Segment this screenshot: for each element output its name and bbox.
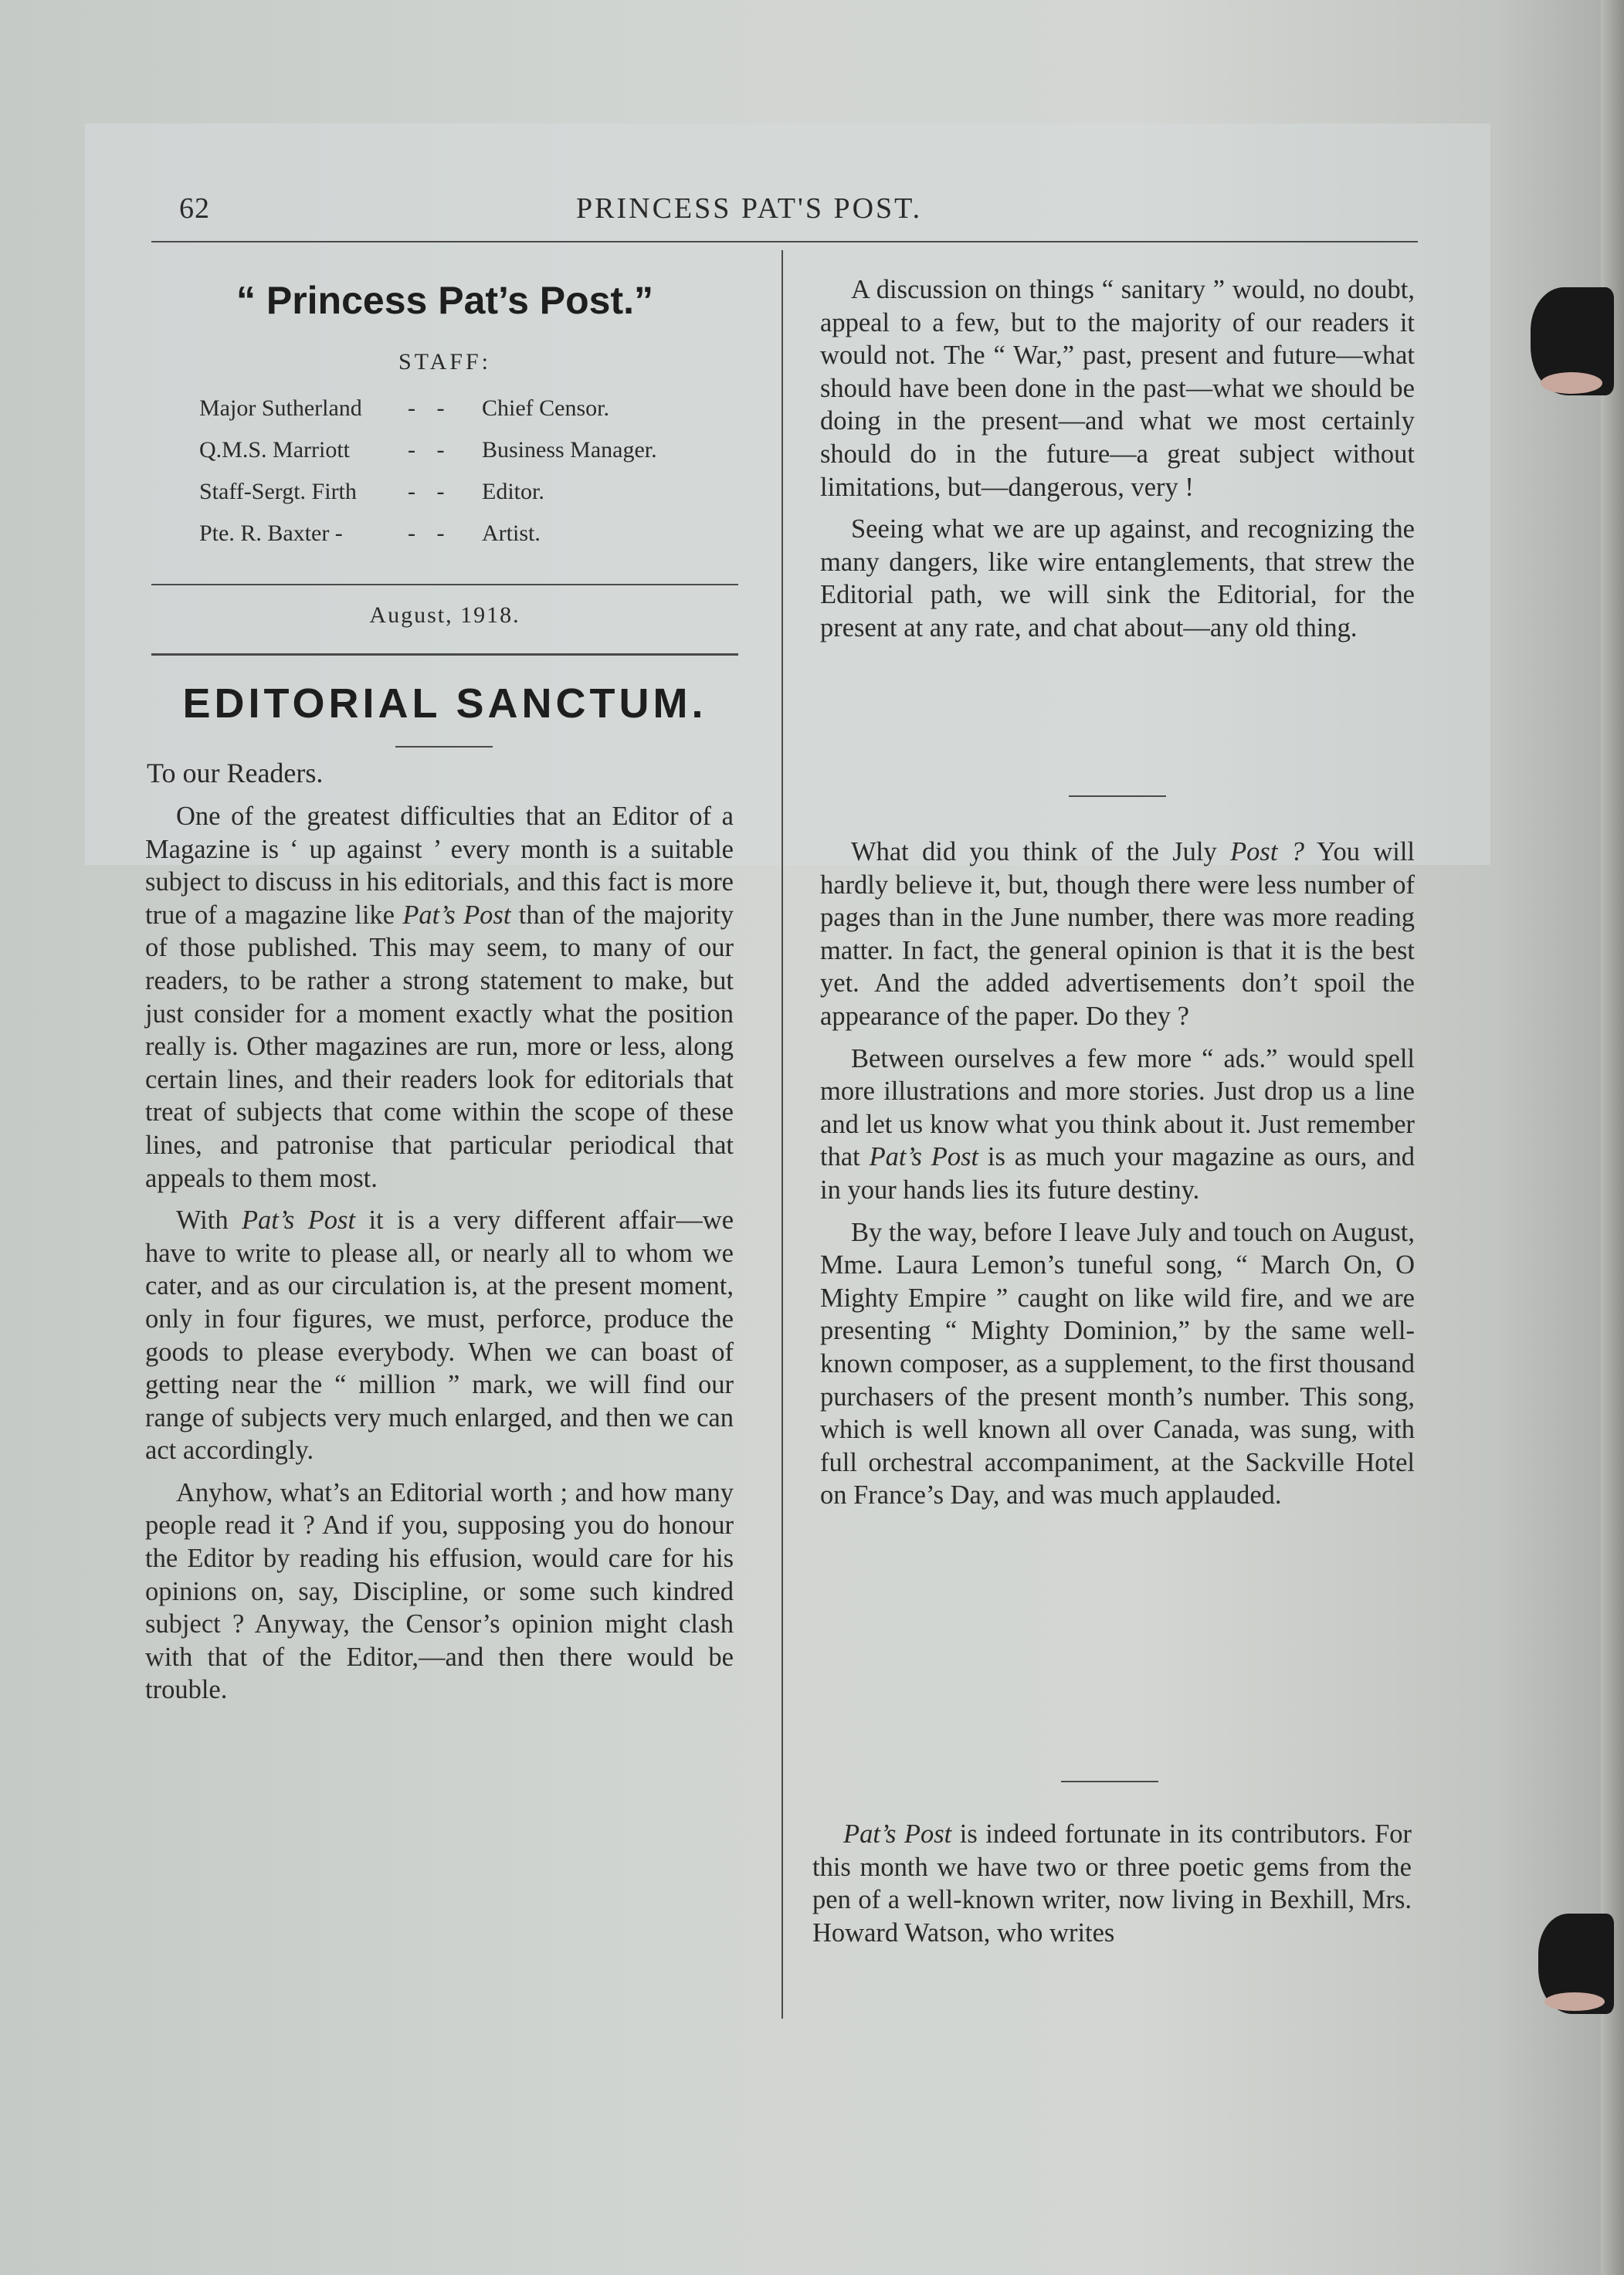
staff-name: Major Sutherland — [199, 395, 362, 421]
editorial-paragraph: With Pat’s Post it is a very different affair—we have to write to please all, or nearly all to whom we cater, and as our circulation is, at the present moment, only in four figures, we must, perforce, produce the goods to please everybody. When we can boast of getting near the “ million ” mark, we will find our range of subjects very much enlarged, and then we can act accordingly. — [145, 1205, 734, 1466]
punch-hole-tear — [1544, 1992, 1605, 2011]
masthead-rule-bottom — [151, 653, 738, 656]
editorial-paragraph: Anyhow, what’s an Editorial worth ; and how many people read it ? And if you, supposing you do honour the Editor by reading his effusion, would care for his opinions on, say, Discipline, or some such kindred subject ? Anyway, the Censor’s opinion might clash with that of the Editor,—and then there would be trouble. — [145, 1477, 734, 1705]
staff-label: STAFF: — [398, 349, 491, 375]
editorial-greeting: To our Readers. — [147, 758, 324, 788]
staff-dash: - - — [408, 479, 453, 504]
staff-role: Editor. — [482, 479, 544, 504]
left-column-body — [145, 800, 734, 1707]
editorial-title: EDITORIAL SANCTUM. — [182, 680, 707, 727]
staff-name: Q.M.S. Marriott — [199, 437, 350, 463]
staff-dash: - - — [408, 395, 453, 421]
editorial-paragraph: Seeing what we are up against, and recognizing the many dangers, like wire entanglements, that strew the Editorial path, we will sink the Editorial, for the present at any rate, and chat about—any old thing. — [820, 514, 1415, 642]
masthead-rule-top — [151, 584, 738, 585]
title-underline — [395, 746, 493, 748]
page-number: 62 — [179, 192, 210, 225]
staff-name: Pte. R. Baxter - — [199, 520, 343, 546]
editorial-paragraph: One of the greatest difficulties that an Editor of a Magazine is ‘ up against ’ every month is a suitable subject to discuss in his editorials, and this fact is more true of a magazine like Pat’s Post than of the majority of those published. This may seem, to many of our readers, to be rather a strong statement to make, but just consider for a moment exactly what the position really is. Other magazines are run, more or less, along certain lines, and their readers look for editorials that treat of subjects that come within the scope of these lines, and patronise that particular periodical that appeals to them most. — [145, 802, 734, 1193]
issue-date: August, 1918. — [369, 602, 520, 628]
editorial-paragraph: What did you think of the July Post ? You will hardly believe it, but, though there were less number of pages than in the June number, there was more reading matter. In fact, the general opinion is that it is the best yet. And the added advertisements don’t spoil the appearance of the paper. Do they ? — [820, 837, 1415, 1031]
running-header — [151, 192, 1418, 238]
running-head-title: PRINCESS PAT'S POST. — [576, 192, 923, 225]
staff-dash: - - — [408, 437, 453, 463]
punch-hole-tear — [1541, 372, 1602, 394]
editorial-paragraph: A discussion on things “ sanitary ” would, no doubt, appeal to a few, but to the majority of our readers it would not. The “ War,” past, present and future—what should have been done in the past—what we should be doing in the present—and what we most certainly should do in the future—a great subject without limitations, but—dangerous, very ! — [820, 275, 1415, 502]
editorial-paragraph: Between ourselves a few more “ ads.” would spell more illustrations and more stories. Just drop us a line and let us know what you think about it. Just remember that Pat’s Post is as much your magazine as ours, and in your hands lies its future destiny. — [820, 1043, 1415, 1205]
section-break-rule — [1061, 1781, 1158, 1782]
editorial-paragraph: By the way, before I leave July and touch on August, Mme. Laura Lemon’s tuneful song, “ March On, O Mighty Empire ” caught on like wild fire, and we are presenting “ Mighty Dominion,” by the same well-known composer, as a supplement, to the first thousand purchasers of the present month’s number. This song, which is well known all over Canada, was sung, with full orchestral accompaniment, at the Sackville Hotel on France’s Day, and was much applauded. — [820, 1217, 1415, 1510]
staff-role: Chief Censor. — [482, 395, 609, 421]
right-column-block-a — [820, 273, 1415, 645]
right-column-block-c — [812, 1818, 1412, 1949]
staff-name: Staff-Sergt. Firth — [199, 479, 357, 504]
staff-dash: - - — [408, 520, 453, 546]
header-rule — [151, 241, 1418, 242]
section-break-rule — [1069, 795, 1166, 797]
right-column-block-b — [820, 836, 1415, 1512]
masthead-title: “ Princess Pat’s Post.” — [236, 279, 654, 322]
staff-role: Business Manager. — [482, 437, 657, 463]
column-divider — [781, 250, 783, 2019]
editorial-paragraph: Pat’s Post is indeed fortunate in its contributors. For this month we have two or three poetic gems from the pen of a well-known writer, now living in Bexhill, Mrs. Howard Watson, who writes — [812, 1819, 1412, 1948]
staff-role: Artist. — [482, 520, 541, 546]
